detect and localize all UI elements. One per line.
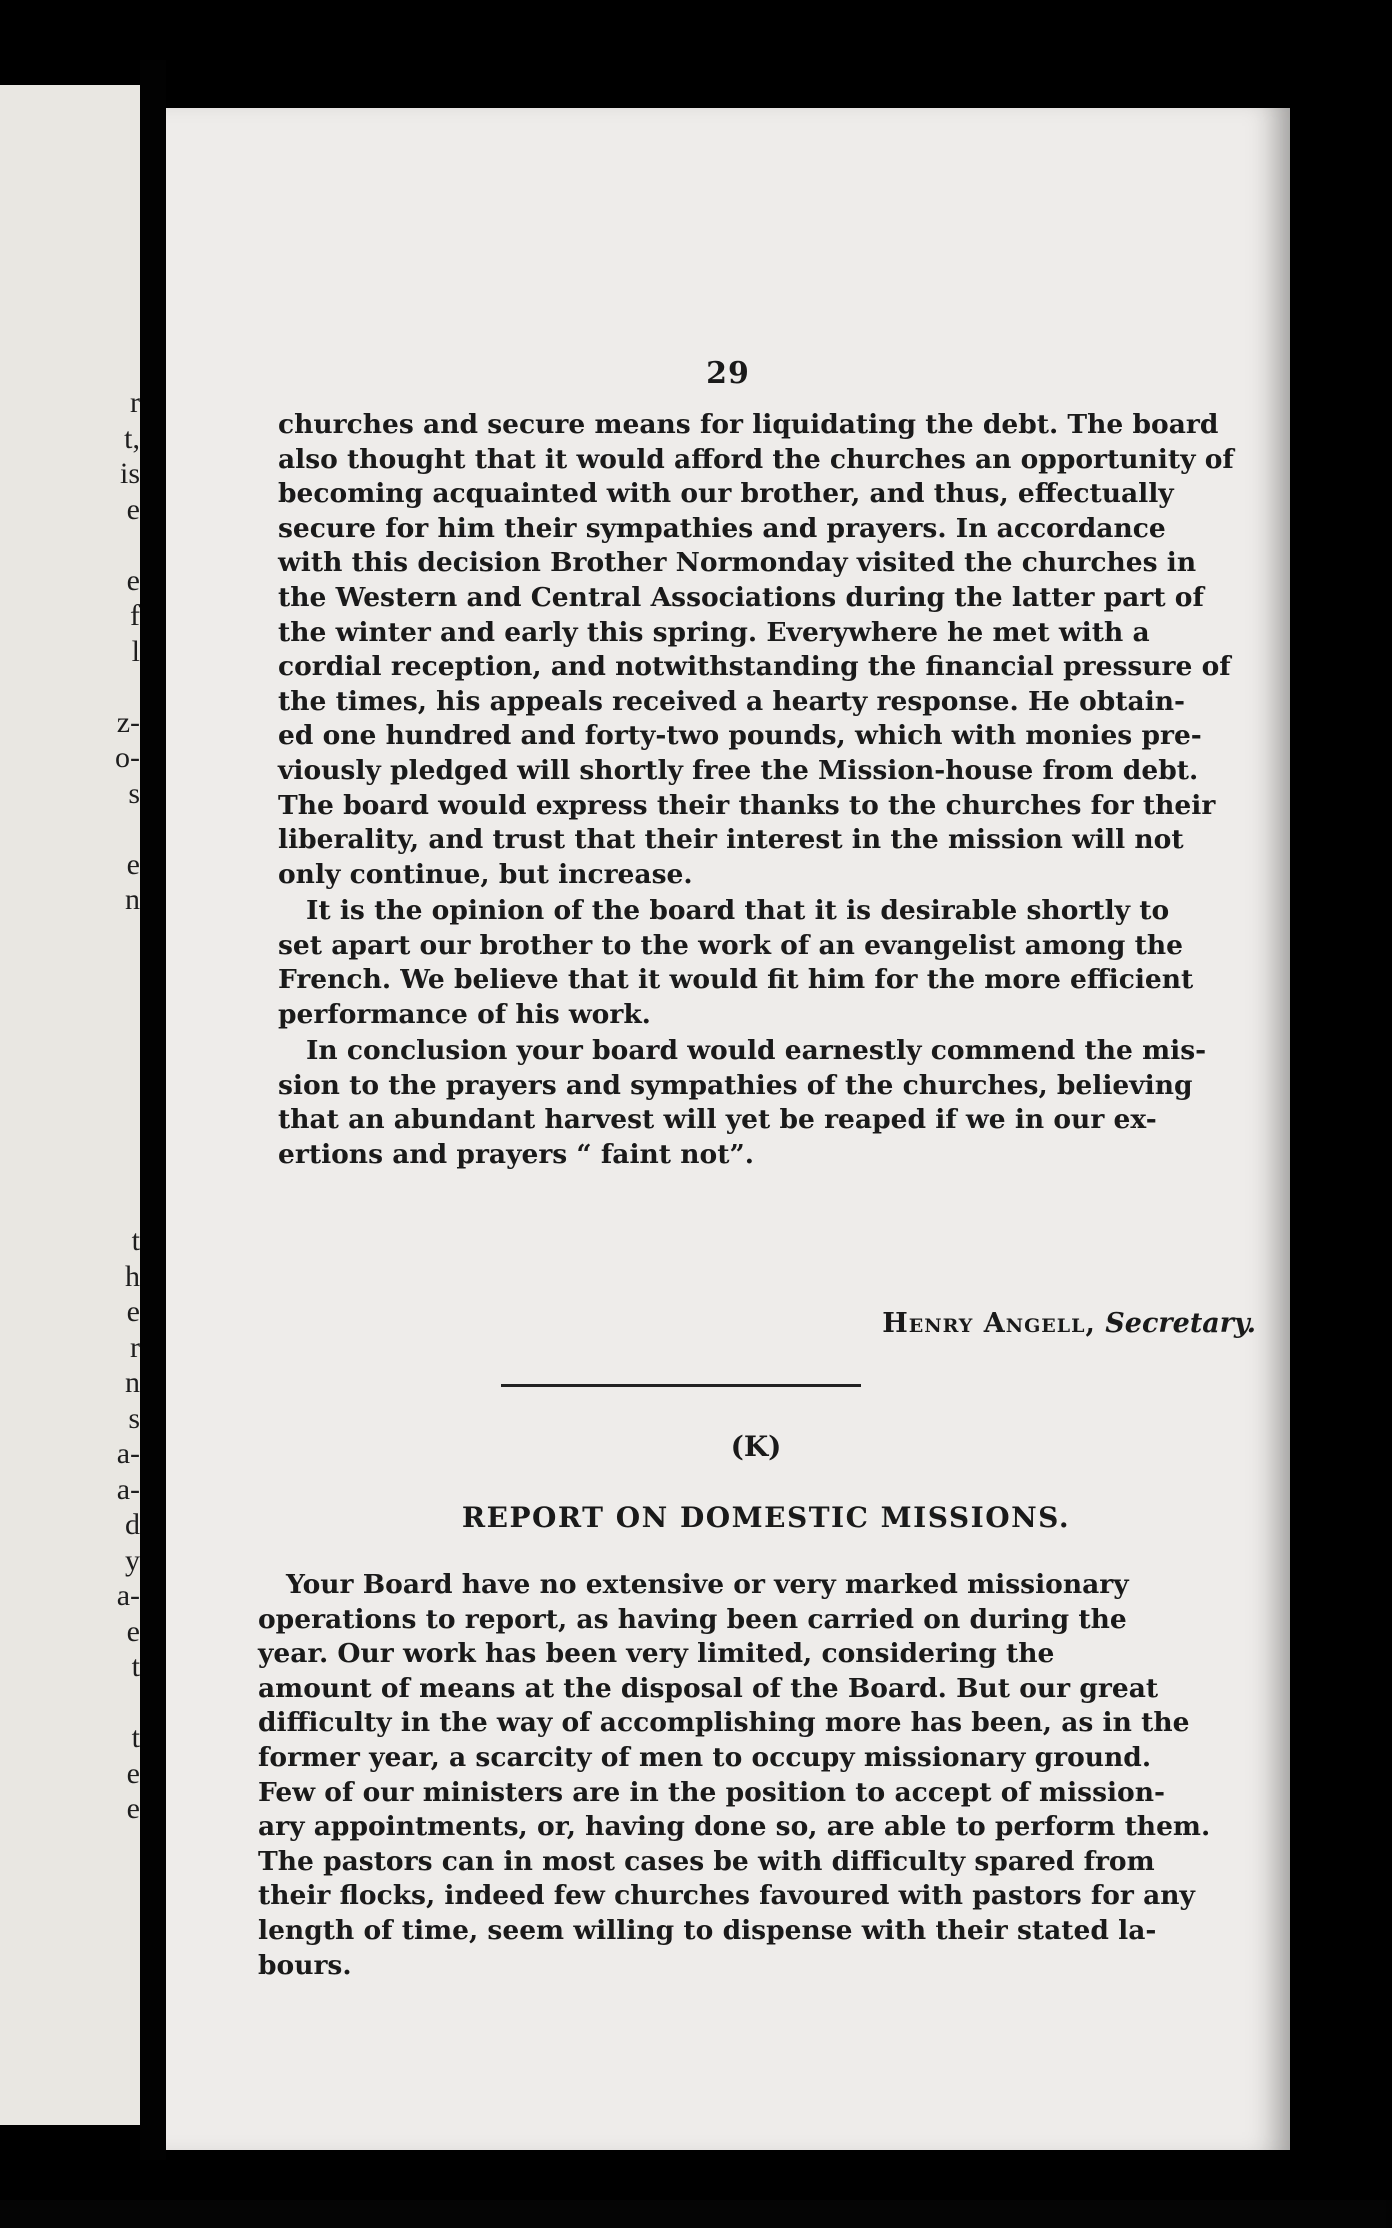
facing-page-fragment: r <box>130 386 140 419</box>
binding-gutter <box>140 60 166 2160</box>
text-line: becoming acquainted with our brother, and thus, effectually <box>278 478 1174 510</box>
text-line: liberality, and trust that their interest in the mission will not <box>278 824 1184 856</box>
text-line: length of time, seem willing to dispense with their stated la- <box>258 1914 1157 1946</box>
facing-page-fragment: o- <box>115 741 140 774</box>
text-line: Your Board have no extensive or very marked missionary <box>286 1569 1129 1600</box>
text-line: that an abundant harvest will yet be reaped if we in our ex- <box>278 1104 1157 1136</box>
facing-page-fragment: s <box>128 1401 140 1435</box>
text-line: The pastors can in most cases be with difficulty spared from <box>258 1845 1155 1877</box>
facing-page-fragment: l <box>131 634 140 668</box>
text-line: also thought that it would afford the churches an opportunity of <box>278 443 1234 475</box>
facing-page-fragment: e <box>126 1295 140 1328</box>
text-line: difficulty in the way of accomplishing more has been, as in the <box>258 1707 1190 1739</box>
facing-page-fragment <box>0 669 140 705</box>
text-line: set apart our brother to the work of an evangelist among the <box>278 929 1184 961</box>
facing-page-fragment <box>0 811 140 847</box>
facing-page-fragment: h <box>125 1259 140 1293</box>
signature-role: Secretary. <box>1105 1308 1256 1339</box>
facing-page-fragment: e <box>126 847 140 881</box>
facing-page-strip <box>0 85 142 2125</box>
facing-page-fragment: f <box>130 599 140 632</box>
section-title: REPORT ON DOMESTIC MISSIONS. <box>461 1501 1071 1534</box>
text-line: cordial reception, and notwithstanding the financial pressure of <box>278 651 1231 683</box>
report-paragraph-liquidation <box>278 408 1234 892</box>
facing-page-fragment: e <box>126 563 140 597</box>
book-page <box>166 108 1290 2150</box>
text-line: the Western and Central Associations during the latter part of <box>278 581 1204 613</box>
signature <box>666 1308 1256 1339</box>
text-line: amount of means at the disposal of the Board. But our great <box>258 1672 1159 1704</box>
facing-page-fragment: s <box>128 776 140 810</box>
text-line: performance of his work. <box>278 998 651 1030</box>
facing-page-fragment: t <box>131 1224 140 1257</box>
facing-page-fragment: e <box>126 1756 140 1790</box>
report-paragraph-conclusion <box>278 1034 1207 1172</box>
text-line: ary appointments, or, having done so, are able to perform them. <box>258 1811 1211 1843</box>
facing-page-fragment: z- <box>116 705 140 739</box>
text-line: Few of our ministers are in the position to accept of mission- <box>258 1776 1165 1808</box>
page-text <box>166 108 1290 2150</box>
facing-page-fragment: a- <box>116 1579 140 1612</box>
text-line: secure for him their sympathies and prayers. In accordance <box>278 512 1166 544</box>
facing-page-fragment: t <box>131 1721 140 1754</box>
text-line: sion to the prayers and sympathies of the churches, believing <box>278 1069 1193 1101</box>
text-line: ed one hundred and forty-two pounds, which with monies pre- <box>278 720 1202 752</box>
facing-page-fragment: y <box>125 1543 140 1577</box>
facing-page-fragment: r <box>130 1330 140 1364</box>
facing-page-fragment: n <box>125 1366 140 1399</box>
text-line: their flocks, indeed few churches favoured with pastors for any <box>258 1880 1195 1912</box>
facing-page-fragment: e <box>126 1792 140 1825</box>
facing-page-fragment: e <box>126 1614 140 1648</box>
text-line: The board would express their thanks to the churches for their <box>278 789 1216 821</box>
text-line: year. Our work has been very limited, considering the <box>258 1638 1055 1670</box>
facing-page-fragment <box>0 527 140 563</box>
facing-page-fragment: is <box>119 457 140 490</box>
facing-page-fragment: n <box>125 883 140 916</box>
text-line: the times, his appeals received a hearty response. He obtain- <box>278 685 1186 717</box>
text-line: former year, a scarcity of men to occupy missionary ground. <box>258 1741 1152 1773</box>
signature-name: Henry Angell, <box>882 1308 1096 1339</box>
text-line: only continue, but increase. <box>278 858 693 890</box>
text-line: the winter and early this spring. Everywhere he met with a <box>278 616 1150 648</box>
report-paragraph-evangelist <box>278 894 1194 1032</box>
facing-page-fragments-lower <box>0 1223 140 1827</box>
text-line: viously pledged will shortly free the Mission-house from debt. <box>278 754 1199 786</box>
facing-page-fragment <box>0 1685 140 1721</box>
facing-page-fragment: t <box>131 1650 140 1683</box>
facing-page-fragment: e <box>126 492 140 526</box>
facing-page-fragment: t, <box>124 421 140 455</box>
text-line: In conclusion your board would earnestly commend the mis- <box>306 1035 1207 1066</box>
text-line: bours. <box>258 1949 352 1981</box>
section-letter: (K) <box>730 1430 782 1463</box>
text-line: ertions and prayers “ faint not”. <box>278 1138 754 1170</box>
facing-page-fragment: a- <box>116 1472 140 1506</box>
page-number: 29 <box>706 356 750 391</box>
facing-page-fragments-upper <box>0 385 140 918</box>
text-line: French. We believe that it would fit him for the more efficient <box>278 964 1194 996</box>
facing-page-fragment: a- <box>116 1437 140 1470</box>
text-line: It is the opinion of the board that it is desirable shortly to <box>306 895 1170 926</box>
page-edge-shadow <box>1364 248 1392 2228</box>
facing-page-fragment: d <box>125 1508 140 1541</box>
section-divider <box>501 1384 861 1387</box>
domestic-missions-paragraph <box>258 1568 1211 1983</box>
text-line: churches and secure means for liquidating the debt. The board <box>278 409 1219 440</box>
text-line: operations to report, as having been carried on during the <box>258 1603 1127 1635</box>
text-line: with this decision Brother Normonday visited the churches in <box>278 547 1197 579</box>
